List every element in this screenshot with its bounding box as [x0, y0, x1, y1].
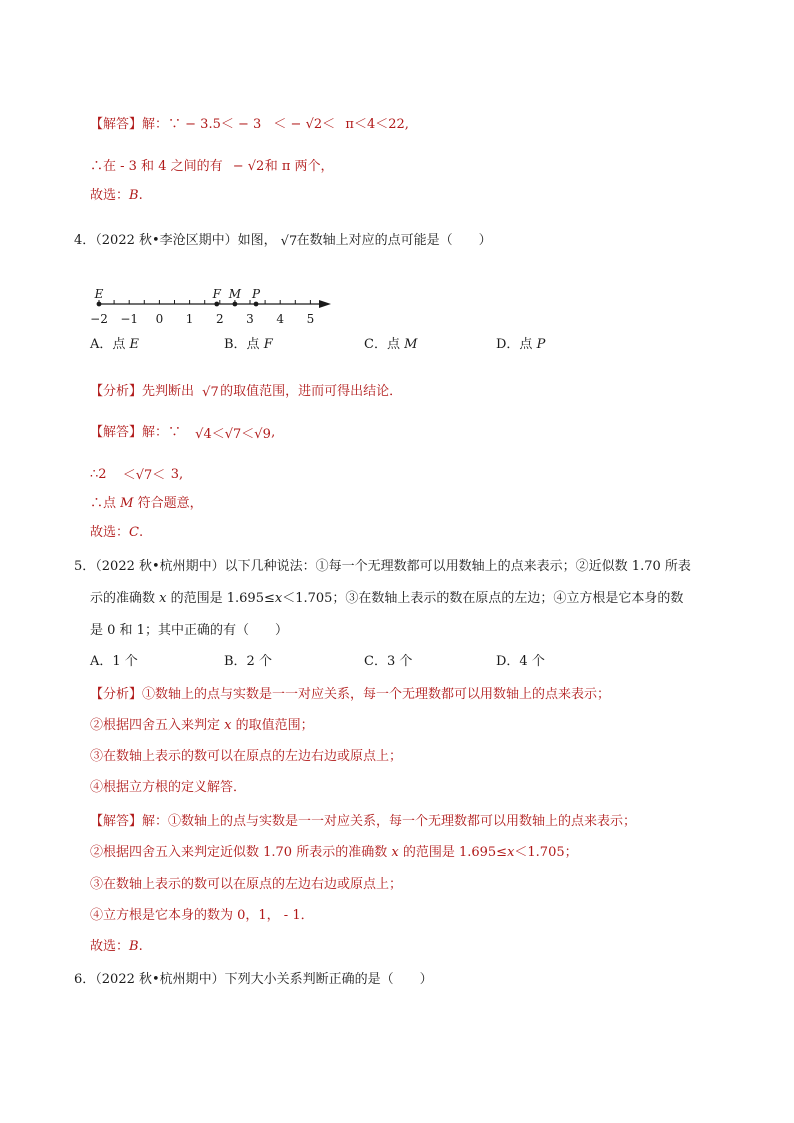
therefore-text-end: 和 π 两个， [264, 159, 334, 174]
answer-tag: 【解答】 [90, 425, 143, 440]
q3-therefore-line: ∴在 - 3 和 4 之间的有 − √2 和 π 两个， [90, 159, 334, 174]
q4-option-c: C．点 M [364, 337, 418, 352]
q4-option-a: A．点 E [90, 337, 140, 352]
axis-point-E [97, 302, 102, 307]
question-6-stem: 6．（2022 秋•杭州期中）下列大小关系判断正确的是（ ） [74, 972, 433, 987]
axis-arrow-icon [319, 300, 331, 308]
q3-answer-line: 【解答】解：∵ − 3.5＜ − 3 ＜ − √2＜ π＜4＜22, [90, 117, 409, 132]
q5-analysis-line-4: ④根据立方根的定义解答． [90, 780, 247, 795]
q4-therefore-line: ∴2 ＜√7＜ 3, [90, 467, 184, 483]
q4-analysis-line: 【分析】先判断出 √7 的取值范围，进而可得出结论． [90, 384, 403, 400]
tick-label: −1 [120, 312, 139, 326]
question-number: 6． [74, 972, 96, 987]
q4-option-d: D．点 P [496, 337, 546, 352]
choice-letter: C [129, 525, 139, 540]
analysis-tag: 【分析】 [90, 687, 143, 702]
q5-answer-line-3: ③在数轴上表示的数可以在原点的左边右边或原点上； [90, 877, 403, 892]
analysis-tag: 【分析】 [90, 384, 143, 399]
point-label: M [228, 287, 242, 301]
q5-analysis-line-2: ②根据四舍五入来判定 x 的取值范围； [90, 718, 314, 733]
q4-choose-line: 故选：C. [90, 525, 144, 540]
tick-label: −2 [90, 312, 108, 326]
q5-answer-line-2: ②根据四舍五入来判定近似数 1.70 所表示的准确数 x 的范围是 1.695≤x＜1.705； [90, 845, 578, 860]
q5-analysis-line-3: ③在数轴上表示的数可以在原点的左边右边或原点上； [90, 749, 403, 764]
tick-label: 1 [185, 312, 194, 326]
question-5-stem-line-2: 示的准确数 x 的范围是 1.695≤x＜1.705；③在数轴上表示的数在原点的左边；④立方根是它本身的数 [90, 591, 684, 606]
q5-option-c: C．3 个 [364, 654, 413, 669]
question-number: 4． [74, 233, 96, 248]
q5-analysis-line-1: 【分析】①数轴上的点与实数是一一对应关系，每一个无理数都可以用数轴上的点来表示； [90, 687, 611, 702]
choice-letter: B [129, 188, 139, 203]
answer-tag: 【解答】 [90, 814, 143, 829]
q4-option-b: B．点 F [224, 337, 273, 352]
tick-label: 4 [276, 312, 285, 326]
tick-label: 3 [246, 312, 254, 326]
point-label: P [252, 287, 261, 301]
question-number: 5． [74, 559, 96, 574]
answer-text: 解：∵ − 3.5＜ − 3 [142, 117, 262, 132]
tick-label: 2 [215, 312, 224, 326]
question-4-stem: 4．（2022 秋•李沧区期中）如图， √7 在数轴上对应的点可能是（ ） [74, 233, 492, 249]
answer-tag: 【解答】 [90, 117, 143, 132]
question-5-stem-line-3: 是 0 和 1；其中正确的有（ ） [90, 623, 288, 638]
choice-letter: B [129, 939, 139, 954]
q4-answer-line: 【解答】解：∵ √4＜√7＜√9 , [90, 425, 276, 442]
point-label: F [212, 287, 221, 301]
answer-text-end: π＜4＜22, [345, 117, 409, 132]
axis-point-F [214, 302, 219, 307]
axis-point-P [254, 302, 259, 307]
q5-choose-line: 故选：B. [90, 939, 143, 954]
q5-option-a: A．1 个 [90, 654, 138, 669]
q4-point-line: ∴点 M 符合题意， [90, 496, 203, 511]
tick-label: 0 [155, 312, 164, 326]
q5-answer-line-1: 【解答】解：①数轴上的点与实数是一一对应关系，每一个无理数都可以用数轴上的点来表示； [90, 814, 637, 829]
tick-label: 5 [306, 312, 315, 326]
point-label: E [94, 287, 104, 301]
axis-point-M [233, 302, 238, 307]
therefore-text: ∴在 - 3 和 4 之间的有 [90, 159, 223, 174]
q5-answer-line-4: ④立方根是它本身的数为 0，1， - 1． [90, 908, 314, 923]
q5-option-b: B．2 个 [224, 654, 272, 669]
q3-choose-line: 故选：B. [90, 188, 143, 203]
number-line-figure [85, 286, 345, 330]
q5-option-d: D．4 个 [496, 654, 545, 669]
question-5-stem-line-1: 5．（2022 秋•杭州期中）以下几种说法：①每一个无理数都可以用数轴上的点来表示；②近似数 1.70 所表 [74, 559, 691, 574]
